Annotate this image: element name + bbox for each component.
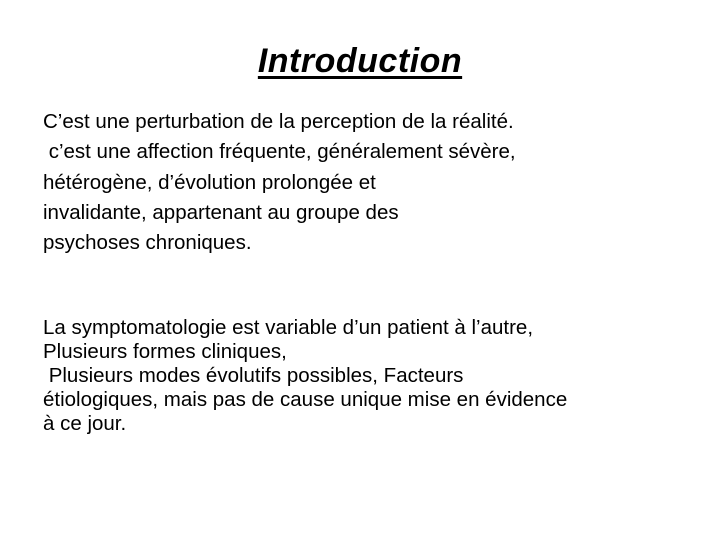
paragraph-symptomatology	[43, 316, 683, 436]
text-line: invalidante, appartenant au groupe des	[43, 200, 399, 224]
text-line: Plusieurs formes cliniques,	[43, 339, 287, 363]
text-line: étiologiques, mais pas de cause unique mise en évidence	[43, 387, 568, 411]
text-line: c’est une affection fréquente, généralement sévère,	[43, 140, 516, 164]
text-line: à ce jour.	[43, 411, 127, 435]
text-line: C’est une perturbation de la perception de la réalité.	[43, 110, 514, 133]
paragraph-definition	[43, 107, 683, 259]
text-line: La symptomatologie est variable d’un patient à l’autre,	[43, 316, 534, 339]
text-line: psychoses chroniques.	[43, 231, 252, 255]
text-line: hétérogène, d’évolution prolongée et	[43, 170, 376, 194]
slide-title: Introduction	[257, 42, 463, 80]
text-line: Plusieurs modes évolutifs possibles, Facteurs	[43, 363, 464, 387]
